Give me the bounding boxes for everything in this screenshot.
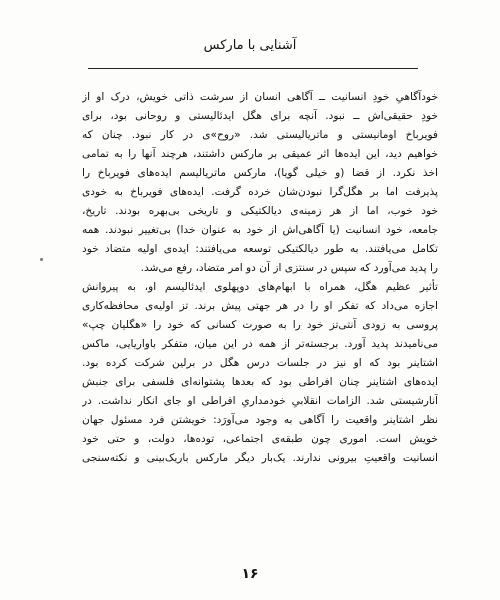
margin-mark (40, 258, 43, 261)
text-line: خویش است. اموری چون طبقه‌ی اجتماعی، توده‌ها، دولت، و حتی خود (82, 433, 438, 445)
text-line: خودِ حقیقی‌اش ــ نبود. آنچه برای هگل ایدئالیستی و روحانی بود، برای (82, 110, 438, 122)
text-line: را پدید می‌آورد که سپس در سنتزی از آن دو امر متضاد، رفع می‌شد. (140, 262, 438, 274)
text-line: می‌نامیدند پدید آورد. برجسته‌تر از همه در این میان، متفکر باواریایی، ماکس (82, 338, 438, 350)
header-divider (88, 68, 418, 69)
page-number: ۱۶ (241, 566, 259, 582)
text-line: ایده‌های اشتاینر چنان افراطی بود که بعدها پشتوانه‌ای فلسفی برای جنبش (82, 376, 438, 388)
text-line: خود خوب، اما از هر زمینه‌ی دیالکتیکی و تاریخی بی‌بهره بودند. تاریخ، (82, 205, 438, 217)
paragraph-1 (82, 88, 438, 278)
text-line: فویرباخ اومانیستی و ماتریالیستی شد. «روح»ی در کار نبود. چنان که (82, 129, 438, 141)
text-line: اخذ نکرد. از قضا (و خیلی گویا)، مارکس ماتریالیسم ایده‌های فویرباخ را (82, 167, 438, 179)
text-line: اجازه می‌داد که تفکر او را در هر جهتی پیش برند. تز اولیه‌ی محافظه‌کاری (82, 300, 438, 312)
text-line: آنارشیستی شد. الزامات انقلابیِ خودمداریِ افراطی او جای انکار نداشت. در (82, 395, 438, 407)
text-line: تأثیر عظیم هگل، همراه با ابهام‌های دوپهلوی ایدئالیسم او، به پیروانش (82, 281, 438, 293)
text-line: خواهیم دید، این ایده‌ها اثر عمیقی بر مارکس داشتند، هرچند آنها را به تمامی (82, 148, 438, 160)
running-header: آشنایی با مارکس (203, 38, 297, 53)
text-line: تکامل می‌یافتند. به طور دیالکتیکی توسعه می‌یافتند: ایده‌ی اولیه متضاد خود (82, 243, 438, 255)
body-text (82, 88, 438, 468)
text-line: پذیرفت اما بر هگل‌گرا نبودن‌شان خرده گرفت. ایده‌های فویرباخ به خودی (82, 186, 438, 198)
text-line: نظر اشتاینر واقعیت را آگاهی به وجود می‌آورَد: خویشتن فرد مسئول جهان (82, 414, 438, 426)
text-line: اشتاینر بود که او نیز در جلسات درس هگل در برلین شرکت کرده بود. (82, 357, 438, 369)
text-line: خودآگاهیِ خودِ انسانیت ــ آگاهی انسان از سرشت ذاتی خویش، درک او از (82, 91, 438, 103)
text-line: پروسی به زودی آنتی‌تز خود را به صورت کسانی که خود را «هگلیان چپ» (82, 319, 438, 331)
text-line: جامعه، خود انسانیت (یا آگاهی‌اش از خود به عنوان خدا) بی‌تغییر نبودند. همه (82, 224, 438, 236)
paragraph-2 (82, 278, 438, 468)
text-line: انسانیت واقعیتِ بیرونی ندارند. یک‌بار دیگر مارکس باریک‌بینی و نکته‌سنجی (82, 452, 438, 464)
